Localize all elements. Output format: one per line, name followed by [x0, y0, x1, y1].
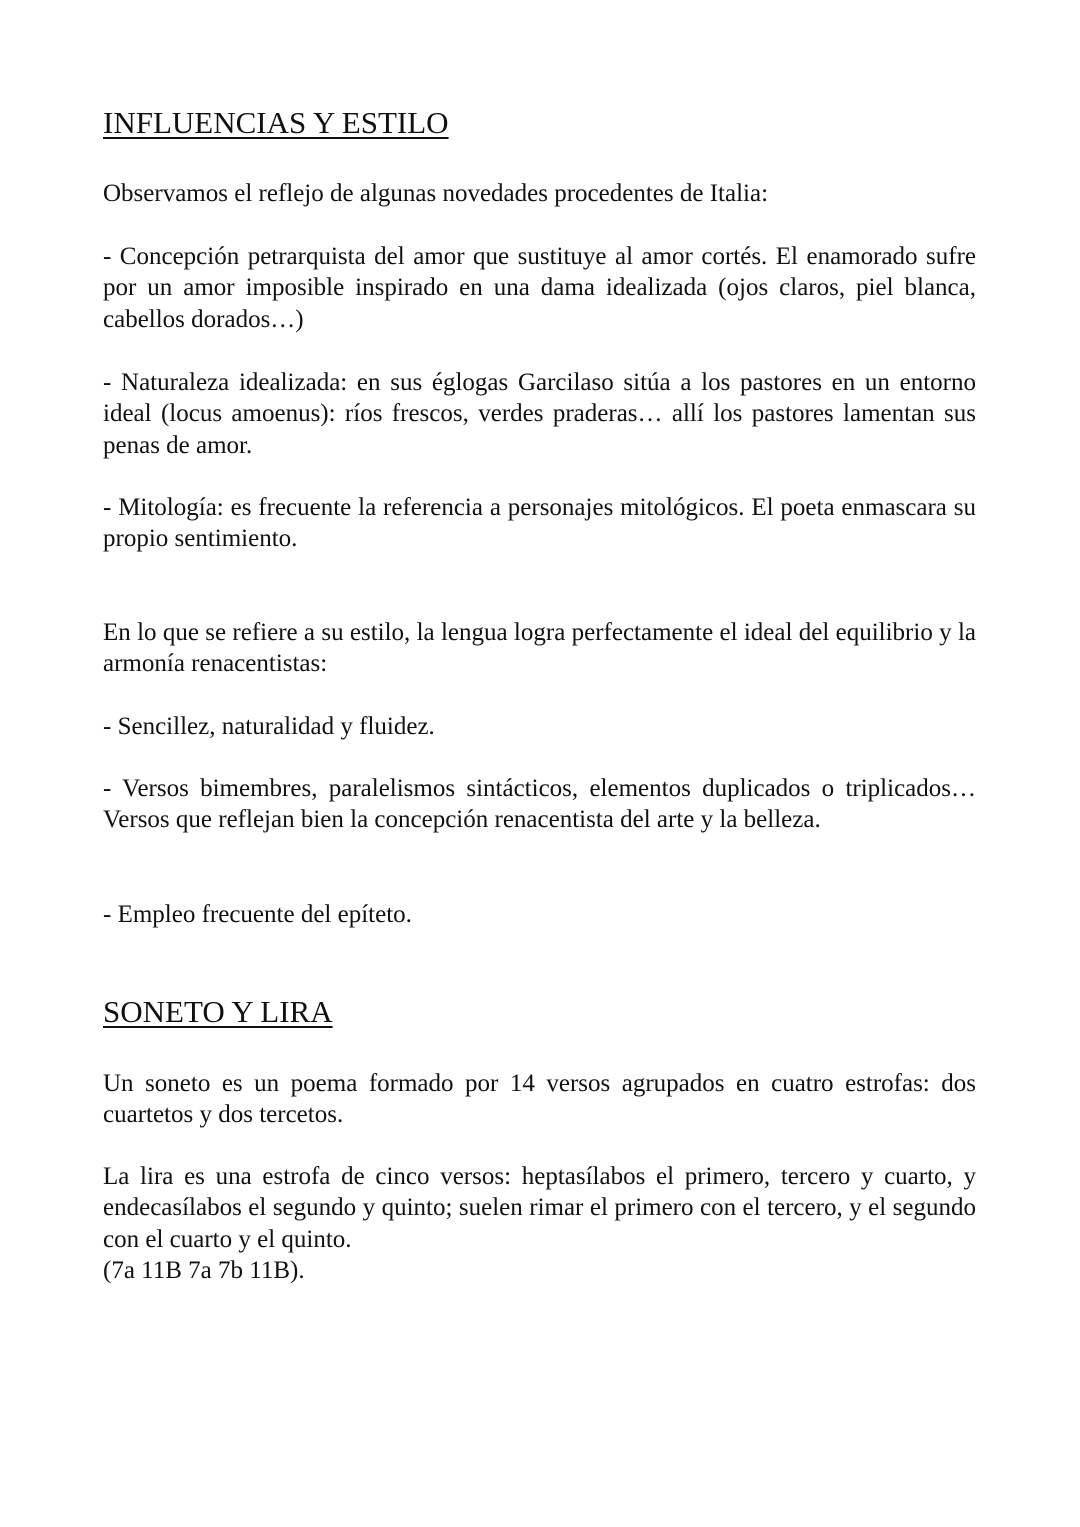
paragraph-naturaleza: - Naturaleza idealizada: en sus églogas Garcilaso sitúa a los pastores en un entorno ideal (locus amoenus): ríos frescos, verdes praderas… allí los pastores lamentan sus penas de amor. [103, 369, 976, 459]
paragraph-versos-bimembres: - Versos bimembres, paralelismos sintácticos, elementos duplicados o triplicados… Versos que reflejan bien la concepción renacentista del arte y la belleza. [103, 775, 976, 834]
paragraph-lira: La lira es una estrofa de cinco versos: heptasílabos el primero, tercero y cuarto, y endecasílabos el segundo y quinto; suelen rimar el primero con el tercero, y el segundo con el cuarto y el quinto. [103, 1163, 976, 1253]
section-heading-soneto: SONETO Y LIRA [103, 994, 333, 1029]
paragraph-mitologia: - Mitología: es frecuente la referencia a personajes mitológicos. El poeta enmascara su propio sentimiento. [103, 494, 976, 553]
paragraph-intro: Observamos el reflejo de algunas novedades procedentes de Italia: [103, 180, 769, 207]
paragraph-petrarquismo: - Concepción petrarquista del amor que sustituye al amor cortés. El enamorado sufre por un amor imposible inspirado en una dama idealizada (ojos claros, piel blanca, cabellos dorados…) [103, 243, 976, 333]
paragraph-soneto: Un soneto es un poema formado por 14 versos agrupados en cuatro estrofas: dos cuartetos y dos tercetos. [103, 1070, 976, 1129]
paragraph-epiteto: - Empleo frecuente del epíteto. [103, 901, 412, 928]
paragraph-estilo: En lo que se refiere a su estilo, la lengua logra perfectamente el ideal del equilibrio y la armonía renacentistas: [103, 619, 976, 678]
section-heading-influencias: INFLUENCIAS Y ESTILO [103, 105, 449, 140]
paragraph-lira-esquema: (7a 11B 7a 7b 11B). [103, 1257, 305, 1284]
paragraph-sencillez: - Sencillez, naturalidad y fluidez. [103, 713, 435, 740]
